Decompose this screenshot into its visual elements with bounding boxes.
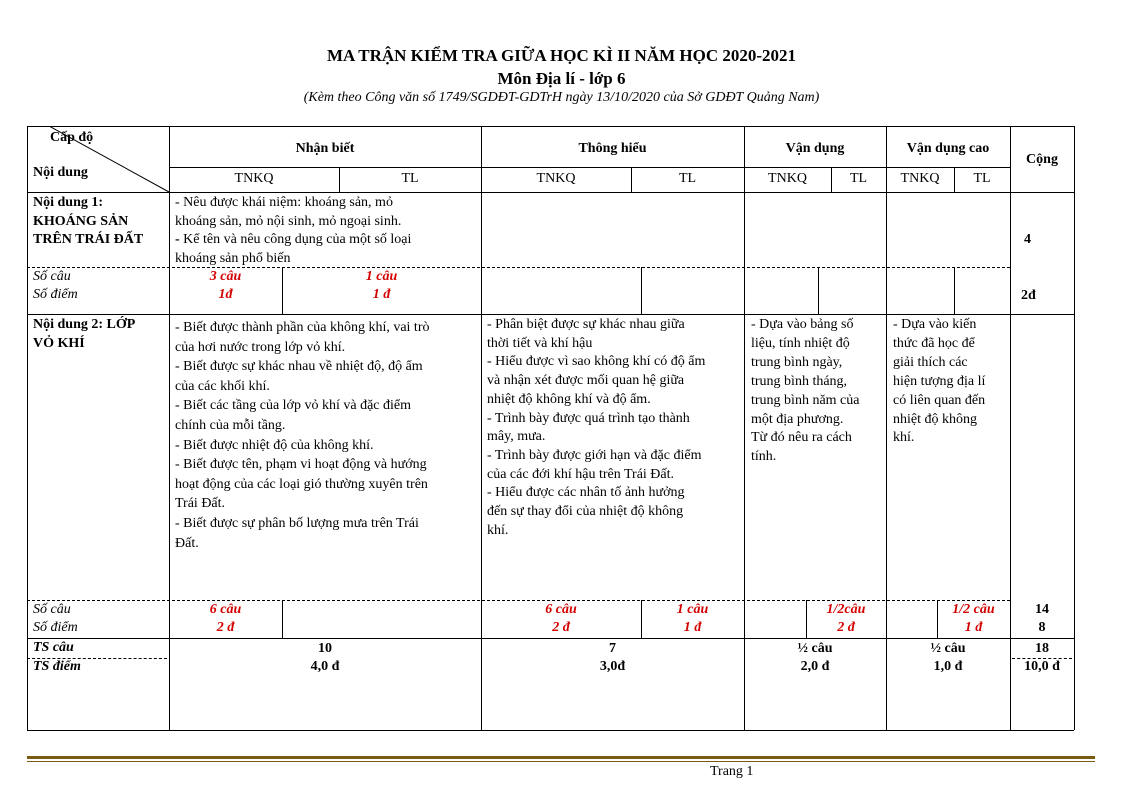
row1-title: Nội dung 1: KHOÁNG SẢN TRÊN TRÁI ĐẤT xyxy=(33,195,144,247)
corner-level-label: Cấp độ xyxy=(50,130,94,145)
footer-rule xyxy=(27,756,1095,759)
level-van-dung: Vận dụng xyxy=(785,141,845,156)
row1-total-cau: 4 xyxy=(1024,232,1031,247)
row2-vdc-tl-cau: 1/2 câu xyxy=(952,602,995,617)
sub-header-tl: TL xyxy=(678,171,697,186)
row2-so-diem-label: Số điểm xyxy=(33,620,78,635)
total-header: Cộng xyxy=(1026,152,1058,167)
row2-total-diem: 8 xyxy=(1038,620,1046,635)
sub-header-tnkq: TNKQ xyxy=(900,171,940,186)
ts-cau-label: TS câu xyxy=(33,640,74,655)
ts-vd-cau: ½ câu xyxy=(797,641,833,656)
row2-vd-tl-cau: 1/2câu xyxy=(826,602,866,617)
sub-header-tl: TL xyxy=(973,171,991,186)
corner-content-label: Nội dung xyxy=(33,165,88,180)
ts-th-diem: 3,0đ xyxy=(599,659,626,674)
sub-header-tl: TL xyxy=(401,171,419,186)
row2-so-cau-label: Số câu xyxy=(33,602,71,617)
row2-thong-hieu-text: - Phân biệt được sự khác nhau giữa thời tiết và khí hậu - Hiểu được vì sao không khí có độ ẩm và nhận xét được mối quan hệ giữa nhiệt độ không khí và độ ẩm. - Trình bày được quá trình tạo thành mây, mưa. - Trình bày được giới hạn và đặc điểm của các đới khí hậu trên Trái Đất. - Hiểu được các nhân tố ảnh hưởng đến sự thay đổi của nhiệt độ không khí. xyxy=(487,317,706,538)
level-thong-hieu: Thông hiểu xyxy=(578,141,647,156)
page-number: Trang 1 xyxy=(710,764,754,779)
row1-so-cau-label: Số câu xyxy=(33,269,71,284)
row2-th-tl-diem: 1 đ xyxy=(683,620,702,635)
row1-total-diem: 2đ xyxy=(1021,288,1036,303)
row1-so-diem-label: Số điểm xyxy=(33,287,78,302)
row1-nb-tnkq-cau: 3 câu xyxy=(209,269,242,284)
ts-vdc-diem: 1,0 đ xyxy=(933,659,963,674)
row2-vdc-tl-diem: 1 đ xyxy=(964,620,983,635)
row2-van-dung-cao-text: - Dựa vào kiến thức đã học để giải thích các hiện tượng địa lí có liên quan đến nhiệt độ không khí. xyxy=(893,317,986,446)
document-subject: Môn Địa lí - lớp 6 xyxy=(497,69,626,88)
sub-header-tnkq: TNKQ xyxy=(536,171,576,186)
ts-diem-label: TS điểm xyxy=(33,659,81,674)
row2-nb-tnkq-diem: 2 đ xyxy=(216,620,235,635)
corner-diagonal xyxy=(27,126,170,193)
ts-th-cau: 7 xyxy=(609,641,616,656)
ts-vdc-cau: ½ câu xyxy=(930,641,966,656)
row2-title: Nội dung 2: LỚP VỎ KHÍ xyxy=(33,317,136,351)
row2-th-tl-cau: 1 câu xyxy=(676,602,709,617)
row1-nb-tl-cau: 1 câu xyxy=(365,269,398,284)
sub-header-tnkq: TNKQ xyxy=(768,171,807,186)
document-title: MA TRẬN KIỂM TRA GIỮA HỌC KÌ II NĂM HỌC 2020-2021 xyxy=(326,46,797,65)
ts-all-cau: 18 xyxy=(1035,641,1049,656)
row2-vd-tl-diem: 2 đ xyxy=(837,620,855,635)
row2-th-tnkq-cau: 6 câu xyxy=(545,602,577,617)
row2-nhan-biet-text: - Biết được thành phần của không khí, vai trò của hơi nước trong lớp vỏ khí. - Biết được sự khác nhau về nhiệt độ, độ ẩm của các khối khí. - Biết các tầng của lớp vỏ khí và đặc điểm chính của mỗi tầng. - Biết được nhiệt độ của không khí. - Biết được tên, phạm vi hoạt động và hướng hoạt động của các loại gió thường xuyên trên Trái Đất. - Biết được sự phân bố lượng mưa trên Trái Đất. xyxy=(175,320,430,551)
ts-vd-diem: 2,0 đ xyxy=(800,659,830,674)
ts-nb-cau: 10 xyxy=(318,641,332,656)
ts-all-diem: 10,0 đ xyxy=(1024,659,1060,674)
ts-nb-diem: 4,0 đ xyxy=(310,659,340,674)
sub-header-tnkq: TNKQ xyxy=(234,171,274,186)
level-nhan-biet: Nhận biết xyxy=(295,141,355,156)
level-van-dung-cao: Vận dụng cao xyxy=(906,141,990,156)
row1-nhan-biet-text: - Nêu được khái niệm: khoáng sản, mỏ khoáng sản, mỏ nội sinh, mỏ ngoại sinh. - Kể tên và nêu công dụng của một số loại khoáng sản phổ biến xyxy=(175,195,412,266)
document-note: (Kèm theo Công văn số 1749/SGDĐT-GDTrH ngày 13/10/2020 của Sở GDĐT Quảng Nam) xyxy=(303,90,820,105)
row1-nb-tl-diem: 1 đ xyxy=(372,287,391,302)
row2-van-dung-text: - Dựa vào bảng số liệu, tính nhiệt độ trung bình ngày, trung bình tháng, trung bình năm của một địa phương. Từ đó nêu ra cách tính. xyxy=(751,317,860,465)
row2-total-cau: 14 xyxy=(1035,602,1049,617)
row2-th-tnkq-diem: 2 đ xyxy=(552,620,570,635)
footer-rule-thin xyxy=(27,761,1095,762)
row2-nb-tnkq-cau: 6 câu xyxy=(209,602,242,617)
sub-header-tl: TL xyxy=(849,171,868,186)
row1-nb-tnkq-diem: 1đ xyxy=(218,287,233,302)
